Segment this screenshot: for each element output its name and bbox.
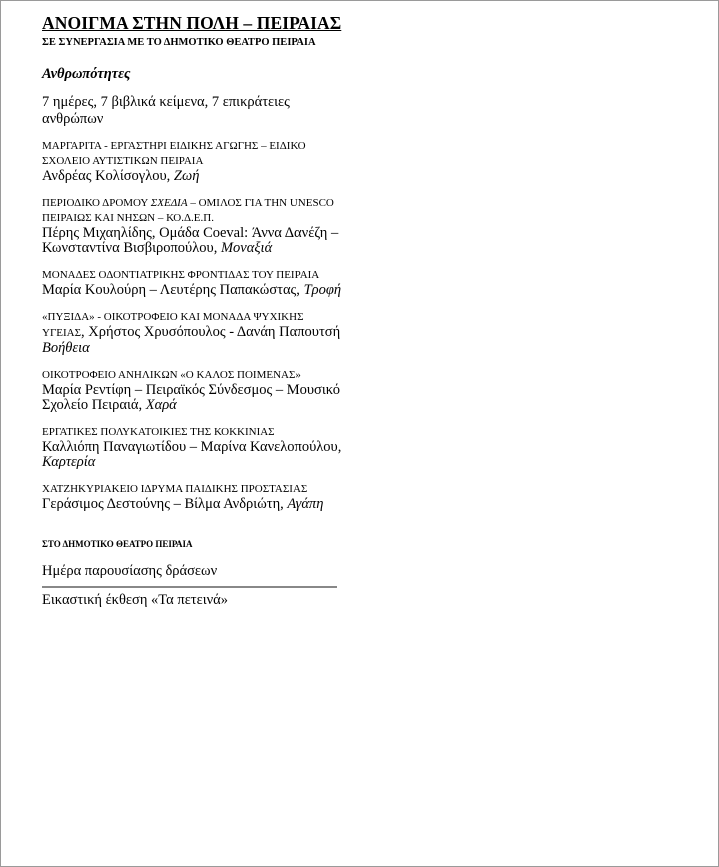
work-title: Μοναξιά bbox=[220, 240, 273, 256]
participants bbox=[42, 383, 342, 414]
work-title: Ζωή bbox=[173, 168, 200, 184]
theatre-row: Εικαστική έκθεση «Τα πετεινά» bbox=[42, 592, 229, 608]
organization-name bbox=[42, 196, 342, 226]
organization-name: ΕΡΓΑΤΙΚΕΣ ΠΟΛΥΚΑΤΟΙΚΙΕΣ ΤΗΣ ΚΟΚΚΙΝΙΑΣ bbox=[42, 425, 275, 438]
section-heading: Ανθρωπότητες bbox=[42, 66, 131, 82]
participants-names: Ανδρέας Κολίσογλου, bbox=[42, 168, 174, 184]
participants bbox=[42, 309, 342, 357]
participants-names: Καλλιόπη Παναγιωτίδου – Μαρίνα Κανελοπούλου, bbox=[42, 438, 342, 455]
theatre-row: Ημέρα παρουσίασης δράσεων bbox=[42, 563, 337, 588]
work-title: Βοήθεια bbox=[42, 340, 90, 356]
participants bbox=[42, 169, 342, 185]
list-item bbox=[42, 139, 342, 185]
list-item bbox=[42, 309, 342, 357]
list-item bbox=[42, 425, 342, 471]
list-item bbox=[42, 368, 342, 414]
page-title: ΑΝΟΙΓΜΑ ΣΤΗΝ ΠΟΛΗ – ΠΕΙΡΑΙΑΣ bbox=[42, 13, 342, 33]
organization-name-suffix: – ΟΜΙΛΟΣ ΓΙΑ ΤΗΝ UNESCO ΠΕΙΡΑΙΩΣ ΚΑΙ ΝΗΣΩΝ – ΚΟ.Δ.Ε.Π. bbox=[42, 196, 334, 224]
participants-names: Γεράσιμος Δεστούνης – Βίλμα Ανδριώτη, bbox=[42, 495, 288, 512]
participants-names: Πέρης Μιχαηλίδης, Ομάδα Coeval: Άννα Δανέζη – Κωνσταντίνα Βισβιροπούλου, bbox=[42, 224, 339, 256]
participants-names: Μαρία Κουλούρη – Λευτέρης Παπακώστας, bbox=[42, 281, 304, 298]
work-title: Καρτερία bbox=[42, 454, 96, 470]
participants bbox=[42, 497, 342, 513]
work-title: Χαρά bbox=[145, 397, 177, 413]
work-title: Τροφή bbox=[303, 281, 342, 298]
participants-names: , Χρήστος Χρυσόπουλος - Δανάη Παπουτσή bbox=[81, 324, 341, 340]
work-title: Αγάπη bbox=[287, 495, 324, 512]
participants bbox=[42, 226, 342, 257]
theatre-heading: ΣΤΟ ΔΗΜΟΤΙΚΟ ΘΕΑΤΡΟ ΠΕΙΡΑΙΑ bbox=[42, 539, 193, 549]
organization-name: ΜΟΝΑΔΕΣ ΟΔΟΝΤΙΑΤΡΙΚΗΣ ΦΡΟΝΤΙΔΑΣ ΤΟΥ ΠΕΙΡΑΙΑ bbox=[42, 268, 320, 281]
document-content bbox=[42, 13, 342, 609]
organization-name-prefix: ΠΕΡΙΟΔΙΚΟ ΔΡΟΜΟΥ bbox=[42, 196, 151, 209]
participants bbox=[42, 440, 342, 471]
participants-names: Μαρία Ρεντίφη – Πειραϊκός Σύνδεσμος – Μουσικό Σχολείο Πειραιά, bbox=[42, 381, 340, 413]
participants bbox=[42, 283, 342, 299]
list-item bbox=[42, 196, 342, 257]
list-item bbox=[42, 482, 342, 513]
organization-name: ΟΙΚΟΤΡΟΦΕΙΟ ΑΝΗΛΙΚΩΝ «Ο ΚΑΛΟΣ ΠΟΙΜΕΝΑΣ» bbox=[42, 368, 301, 381]
organization-name: ΧΑΤΖΗΚΥΡΙΑΚΕΙΟ ΙΔΡΥΜΑ ΠΑΙΔΙΚΗΣ ΠΡΟΣΤΑΣΙΑΣ bbox=[42, 482, 308, 495]
organization-name-italic: ΣΧΕΔΙΑ bbox=[150, 196, 188, 209]
organization-name: «ΠΥΞΙΔΑ» - ΟΙΚΟΤΡΟΦΕΙΟ ΚΑΙ ΜΟΝΑΔΑ ΨΥΧΙΚΗΣ ΥΓΕΙΑΣ bbox=[42, 311, 304, 339]
organization-name: ΜΑΡΓΑΡΙΤΑ - ΕΡΓΑΣΤΗΡΙ ΕΙΔΙΚΗΣ ΑΓΩΓΗΣ – ΕΙΔΙΚΟ ΣΧΟΛΕΙΟ ΑΥΤΙΣΤΙΚΩΝ ΠΕΙΡΑΙΑ bbox=[42, 140, 306, 167]
page-subtitle: ΣΕ ΣΥΝΕΡΓΑΣΙΑ ΜΕ ΤΟ ΔΗΜΟΤΙΚΟ ΘΕΑΤΡΟ ΠΕΙΡΑΙΑ bbox=[42, 37, 316, 48]
list-item bbox=[42, 268, 342, 299]
intro-text: 7 ημέρες, 7 βιβλικά κείμενα, 7 επικράτειες ανθρώπων bbox=[42, 94, 290, 127]
